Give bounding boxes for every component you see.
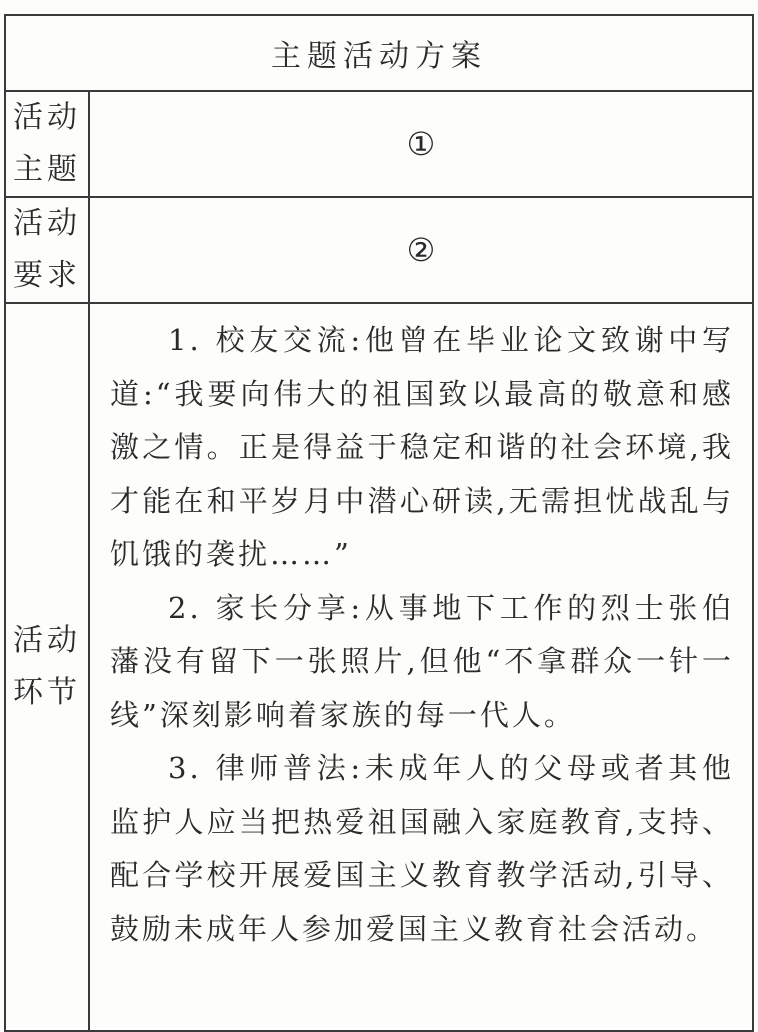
row-label-line: 活动 xyxy=(13,623,81,658)
row-label-line: 活动 xyxy=(13,100,81,135)
row-label-line: 主题 xyxy=(13,152,81,187)
theme-value: ① xyxy=(89,91,753,197)
step-paragraph-2: 2. 家长分享:从事地下工作的烈士张伯藩没有留下一张照片,但他“不拿群众一针一线”深刻影响着家族的每一代人。 xyxy=(110,590,734,732)
row-label-line: 环节 xyxy=(13,675,81,710)
activity-plan-table xyxy=(4,14,754,1032)
table-row-requirement xyxy=(5,197,753,303)
row-label-requirement xyxy=(5,197,89,303)
table-row-steps xyxy=(5,303,753,1031)
row-label-theme xyxy=(5,91,89,197)
requirement-value: ② xyxy=(89,197,753,303)
table-title: 主题活动方案 xyxy=(5,15,753,91)
step-paragraph-1: 1. 校友交流:他曾在毕业论文致谢中写道:“我要向伟大的祖国致以最高的敬意和感激之情。正是得益于稳定和谐的社会环境,我才能在和平岁月中潜心研读,无需担忧战乱与饥饿的袭扰……” xyxy=(110,323,734,571)
row-label-line: 活动 xyxy=(13,206,81,241)
steps-content xyxy=(89,303,753,1031)
table-title-row xyxy=(5,15,753,91)
table-row-theme xyxy=(5,91,753,197)
row-label-steps xyxy=(5,303,89,1031)
row-label-line: 要求 xyxy=(13,258,81,293)
step-paragraph-3: 3. 律师普法:未成年人的父母或者其他监护人应当把热爱祖国融入家庭教育,支持、配合学校开展爱国主义教育教学活动,引导、鼓励未成年人参加爱国主义教育社会活动。 xyxy=(110,751,734,946)
